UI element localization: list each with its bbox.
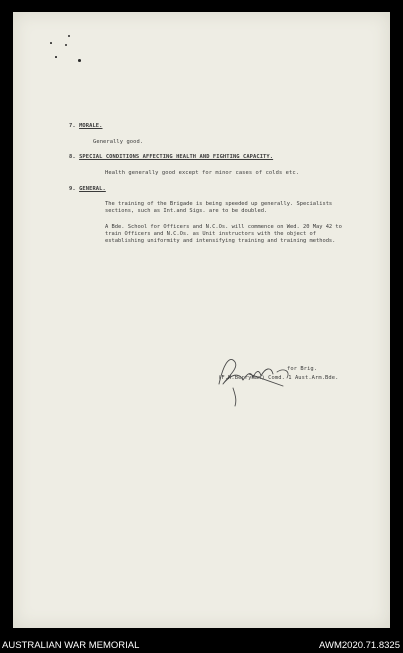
section-8-body: Health generally good except for minor cases of colds etc. — [105, 170, 300, 176]
section-number: 8. — [69, 154, 76, 160]
section-title: GENERAL. — [79, 186, 106, 192]
signature-line-2: (F.H.Berryman) Comd. 1 Aust.Arm.Bde. — [218, 375, 339, 381]
paper-mark — [68, 35, 70, 37]
section-9-paragraph-2: A Bde. School for Officers and N.C.Os. will commence on Wed. 20 May 42 to train Officers and N.C.Os. as Unit instructors with the object of establishing uniformity and intensifying training and training methods. — [105, 224, 342, 245]
paper-mark — [78, 59, 81, 62]
section-9-heading — [69, 186, 106, 193]
document-page — [13, 12, 390, 628]
paper-mark — [55, 56, 57, 58]
section-title: MORALE. — [79, 123, 103, 129]
paper-mark — [65, 44, 67, 46]
footer-accession-number: AWM2020.71.8325 — [319, 640, 400, 651]
section-7-heading — [69, 123, 102, 130]
footer-institution: AUSTRALIAN WAR MEMORIAL — [2, 640, 140, 651]
section-7-body: Generally good. — [93, 139, 144, 145]
section-number: 9. — [69, 186, 76, 192]
section-number: 7. — [69, 123, 76, 129]
section-title: SPECIAL CONDITIONS AFFECTING HEALTH AND FIGHTING CAPACITY. — [79, 154, 274, 160]
paper-mark — [50, 42, 52, 44]
signature-line-1: for Brig. — [287, 366, 318, 372]
section-8-heading — [69, 154, 273, 161]
section-9-paragraph-1: The training of the Brigade is being speeded up generally. Specialists sections, such as Int.and Sigs. are to be doubled. — [105, 201, 333, 215]
